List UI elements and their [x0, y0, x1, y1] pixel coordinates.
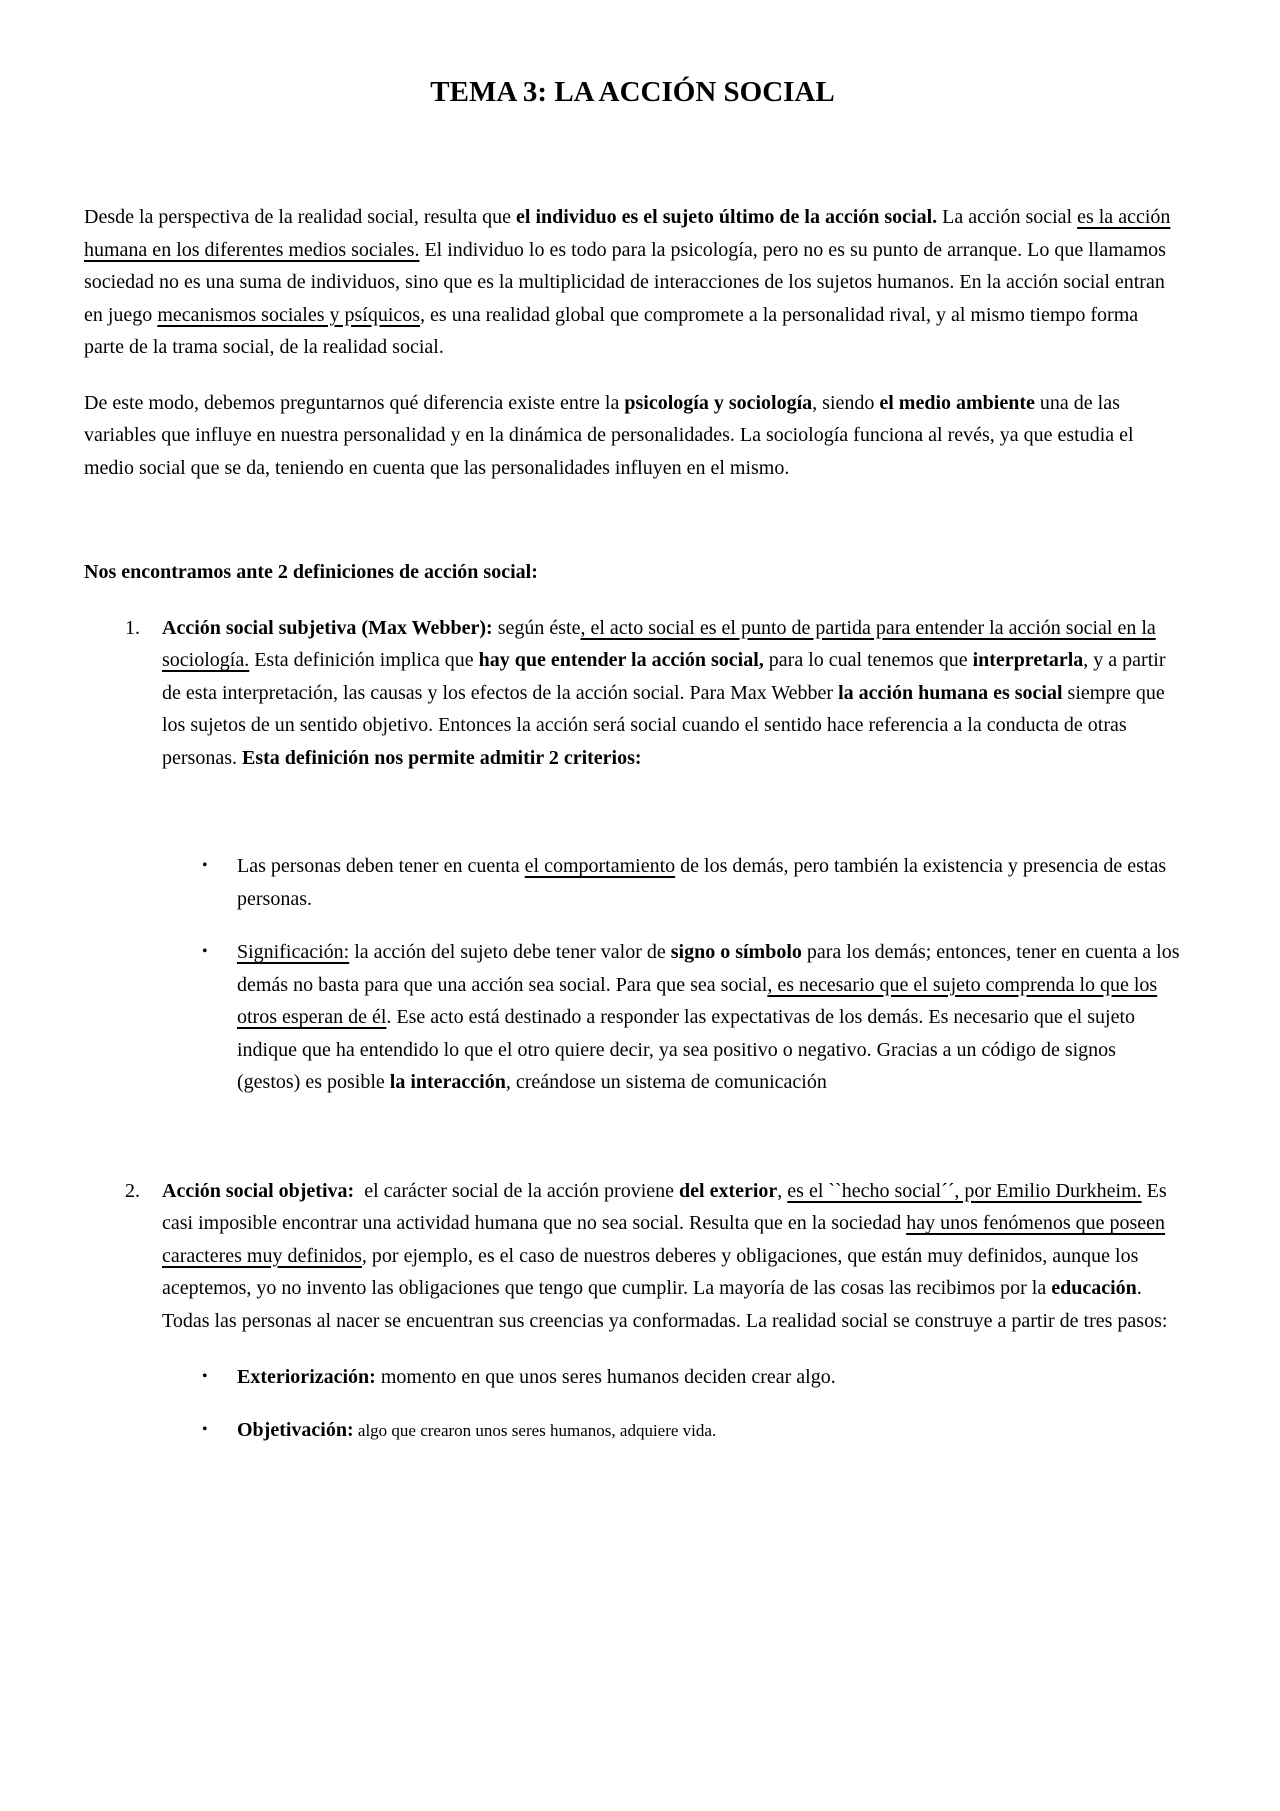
- item-2-text: Acción social objetiva: el carácter social de la acción proviene del exterior, es el ``hecho social´´, por Emilio Durkheim. Es casi imposible encontrar una actividad humana que no sea social. Resulta que en la sociedad hay unos fenómenos que poseen caracteres muy definidos, por ejemplo, es el caso de nuestros deberes y obligaciones, que están muy definidos, aunque los aceptemos, yo no invento las obligaciones que tengo que cumplir. La mayoría de las cosas las recibimos por la educación. Todas las personas al nacer se encuentran sus creencias ya conformadas. La realidad social se construye a partir de tres pasos:: [162, 1179, 1168, 1332]
- item-1-number: 1.: [125, 616, 140, 639]
- bullet-icon: •: [202, 857, 208, 874]
- bullet-comportamiento-text: Las personas deben tener en cuenta el comportamiento de los demás, pero también la existencia y presencia de estas personas.: [237, 855, 1167, 910]
- bullet-objetivacion: [84, 1414, 1181, 1448]
- item-1-text: Acción social subjetiva (Max Webber): según éste, el acto social es el punto de partida para entender la acción social en la sociología. Esta definición implica que hay que entender la acción social, para lo cual tenemos que interpretarla, y a partir de esta interpretación, las causas y los efectos de la acción social. Para Max Webber la acción humana es social siempre que los sujetos de un sentido objetivo. Entonces la acción será social cuando el sentido hace referencia a la conducta de otras personas. Esta definición nos permite admitir 2 criterios:: [162, 616, 1166, 769]
- bullet-exteriorizacion: [84, 1361, 1181, 1394]
- document-title: TEMA 3: LA ACCIÓN SOCIAL: [430, 76, 835, 108]
- bullet-icon: •: [202, 1368, 208, 1385]
- bullet-exteriorizacion-text: Exteriorización: momento en que unos seres humanos deciden crear algo.: [237, 1366, 836, 1388]
- bullet-icon: •: [202, 943, 208, 960]
- numbered-item-1: [84, 612, 1181, 775]
- item-2-number: 2.: [125, 1179, 140, 1202]
- bullet-significacion-text: Significación: la acción del sujeto debe tener valor de signo o símbolo para los demás; entonces, tener en cuenta a los demás no basta para que una acción sea social. Para que sea social, es necesario que el sujeto comprenda lo que los otros esperan de él. Ese acto está destinado a responder las expectativas de los demás. Es necesario que el sujeto indique que ha entendido lo que el otro quiere decir, ya sea positivo o negativo. Gracias a un código de signos (gestos) es posible la interacción, creándose un sistema de comunicación: [237, 941, 1180, 1093]
- bullet-comportamiento: [84, 850, 1181, 915]
- bullet-significacion: [84, 936, 1181, 1099]
- intro-paragraph-2: De este modo, debemos preguntarnos qué diferencia existe entre la psicología y sociología, siendo el medio ambiente una de las variables que influye en nuestra personalidad y en la dinámica de personalidades. La sociología funciona al revés, ya que estudia el medio social que se da, teniendo en cuenta que las personalidades influyen en el mismo.: [84, 391, 1134, 479]
- section-heading: Nos encontramos ante 2 definiciones de acción social:: [84, 561, 538, 583]
- bullet-objetivacion-text: Objetivación: algo que crearon unos seres humanos, adquiere vida.: [237, 1418, 717, 1441]
- numbered-item-2: [84, 1175, 1181, 1338]
- intro-paragraph-1: Desde la perspectiva de la realidad social, resulta que el individuo es el sujeto último de la acción social. La acción social es la acción humana en los diferentes medios sociales. El individuo lo es todo para la psicología, pero no es su punto de arranque. Lo que llamamos sociedad no es una suma de individuos, sino que es la multiplicidad de interacciones de los sujetos humanos. En la acción social entran en juego mecanismos sociales y psíquicos, es una realidad global que compromete a la personalidad rival, y al mismo tiempo forma parte de la trama social, de la realidad social.: [84, 206, 1171, 358]
- bullet-icon: •: [202, 1420, 208, 1438]
